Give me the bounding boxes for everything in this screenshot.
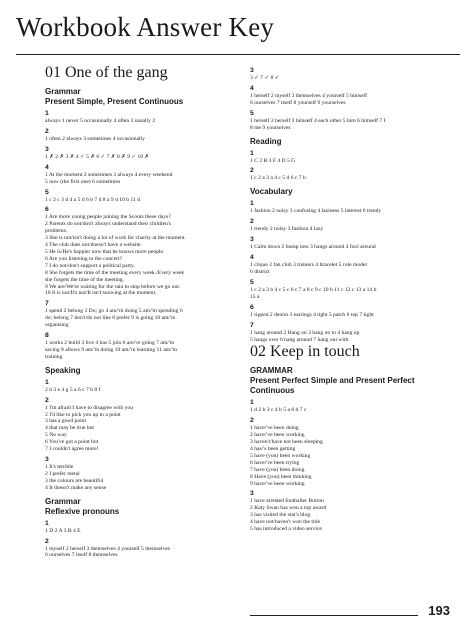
answer-line: 6 You've got a point but (45, 439, 99, 446)
answer-line: 4 It doesn't make any sense (45, 484, 107, 491)
answer-line: 3 has a good point (45, 418, 87, 425)
section-subheading: Present Simple, Present Continuous (45, 97, 184, 106)
section-subheading: Reflexive pronouns (45, 506, 120, 516)
exercise-number: 1 (45, 110, 49, 117)
exercise-number: 1 (250, 399, 254, 407)
exercise-number: 3 (45, 145, 49, 153)
answer-line: 1 Are more young people joining the Scouts these days? (45, 214, 171, 221)
page-number: 193 (428, 603, 450, 618)
answer-line: 1 fashion 2 noisy 3 confusing 4 laziness 5 interest 6 trendy (250, 208, 382, 215)
answer-line: 9 have/'ve been working (250, 480, 305, 487)
answer-line: 3 has visited the star's blog (250, 512, 311, 519)
page-title: Workbook Answer Key (16, 12, 275, 42)
answer-line: 1 hang around 2 Hang on 3 hang on to 4 hang up (250, 329, 360, 336)
section-heading: Grammar (45, 496, 81, 506)
exercise-number: 7 (45, 300, 49, 308)
answer-line: 5 No way (45, 432, 67, 439)
exercise-number: 3 (250, 490, 254, 498)
exercise-number: 5 (250, 278, 254, 286)
answer-line: 6 Are you listening to the concert? (45, 255, 123, 262)
answer-line: 4 that may be true but (45, 425, 94, 432)
answer-line: 6 have/'ve been trying (250, 459, 300, 466)
answer-line: 2 I prefer metal (45, 470, 80, 477)
answer-line: 1 D 2 A 3 B 4 E (45, 527, 81, 534)
answer-line: 1 I'm afraid I have to disagree with you (45, 404, 133, 411)
answer-line: 1 often 2 always 3 sometimes 4 occasionally (45, 135, 145, 142)
title-rule (16, 54, 460, 55)
answer-line: 1 Calm down 2 bump into 3 hangs around 4 fool around (250, 244, 376, 251)
exercise-number: 1 (45, 519, 49, 527)
section-subheading: Continuous (250, 386, 295, 396)
answer-line: 3 ✓ 7 ✓ 8 ✓ (250, 75, 280, 81)
answer-line: she forgets the time of the meeting. (45, 276, 124, 283)
answer-line: 5 now (the first one) 6 sometimes (45, 178, 121, 185)
answer-line: 1 herself 2 myself 3 themselves 4 yourself 5 himself (250, 92, 367, 99)
exercise-number: 2 (45, 396, 49, 404)
answer-line: 3 haven't/have not been sleeping (250, 439, 323, 446)
section-subheading: Present Perfect Simple and Present Perfect (250, 376, 415, 386)
right-column (250, 64, 460, 533)
answer-line: problems. (45, 228, 68, 235)
answer-line: 3 the colours are beautiful (45, 477, 104, 484)
answer-line: 6 ourselves 7 itself 8 themselves (45, 552, 118, 559)
answer-line: 2 Parents do not/don't always understand their children's (45, 221, 172, 228)
answer-line: 2 have/'ve been working (250, 432, 305, 439)
answer-line: organising (45, 322, 69, 329)
answer-line: 3 She is not/isn't doing a lot of work for charity at the moment. (45, 235, 186, 242)
answer-line: 7 I couldn't agree more! (45, 446, 99, 453)
answer-line: 1 spend 2 belong 3 Do; go 4 am/'m doing 5 am/'m spending 6 (45, 308, 183, 315)
exercise-number: 2 (250, 417, 254, 425)
answer-line: 1 ripped 2 denim 3 earrings 4 tight 5 patch 6 top 7 tight (250, 311, 374, 318)
exercise-number: 3 (45, 456, 49, 463)
answer-line: 1 have/'ve been doing (250, 425, 299, 432)
answer-line: 5 He is/He's happier now that he knows more people. (45, 248, 165, 255)
section-heading: Grammar (45, 87, 81, 96)
answer-line: 7 have (you) been doing (250, 466, 305, 473)
answer-line: 1 ✗ 2 ✗ 3 ✗ 4 ✓ 5 ✗ 6 ✓ 7 ✗ 8 ✗ 9 ✓ 10 ✗ (45, 153, 150, 160)
answer-line: 4 has/'s been getting (250, 446, 296, 453)
exercise-number: 2 (45, 127, 49, 135)
exercise-number: 5 (45, 188, 49, 196)
section-heading: Reading (250, 136, 282, 146)
answer-line: 1 herself 2 herself 3 himself 4 each other 5 him 6 himself 7 I (250, 117, 386, 124)
answer-line: 4 have not/haven't won the title (250, 519, 321, 526)
answer-line: 1 c 2 a 3 a 4 c 5 d 6 c 7 b (250, 175, 306, 182)
exercise-number: 2 (45, 537, 49, 545)
answer-line: saving 8 allows 9 am/'m doing 10 am/'m learning 11 am/'m (45, 346, 178, 353)
answer-line: 8 Have (you) been thinking (250, 473, 312, 480)
answer-line: 1 At the moment 2 sometimes 3 always 4 every weekend (45, 171, 173, 178)
exercise-number: 3 (250, 236, 254, 244)
answer-line: 1 c 2 a 3 b 4 c 5 c 6 c 7 a 8 c 9 c 10 b 11 c 12 c 13 a 14 b (250, 286, 377, 293)
exercise-number: 3 (250, 67, 254, 74)
exercise-number: 4 (250, 254, 254, 262)
section-heading: GRAMMAR (250, 366, 293, 376)
exercise-number: 1 (45, 378, 49, 386)
answer-line: 8 me 9 yourselves (250, 124, 291, 131)
left-column (45, 64, 240, 559)
exercise-number: 7 (250, 321, 254, 329)
answer-line: always 1 never 5 occasionally 4 often 3 usually 2 (45, 118, 156, 124)
exercise-number: 4 (250, 84, 254, 92)
answer-line: do; belong 7 don't/do not like 8 prefer 9 is going 10 am/'m (45, 315, 176, 322)
answer-line: 1 It's terrible (45, 464, 74, 470)
answer-line: 1 c 2 c 3 d 4 a 5 d 6 b 7 d 8 a 9 d 10 b 11 d (45, 196, 141, 203)
answer-line: 8 She forgets the time of the meeting every week./Every week (45, 269, 185, 276)
answer-line: 1 works 2 build 3 live 4 has 5 join 6 are/'re going 7 am/'m (45, 340, 175, 347)
answer-line: 4 The club does not/doesn't have a website. (45, 242, 142, 249)
exercise-number: 6 (45, 206, 49, 214)
answer-line: 2 h 3 e 4 g 5 a 6 c 7 b 8 f (45, 386, 101, 393)
section-heading: Speaking (45, 365, 81, 375)
exercise-number: 5 (250, 109, 254, 117)
exercise-number: 1 (250, 200, 254, 208)
answer-line: 1 myself 2 herself 3 themselves 4 yourself 5 themselves (45, 545, 171, 552)
answer-line: 15 a (250, 293, 260, 300)
answer-line: 7 I do not/don't support a political party. (45, 262, 135, 269)
exercise-number: 6 (250, 303, 254, 311)
exercise-number: 1 (250, 149, 254, 157)
answer-line: 1 trendy 2 noisy 3 fashion 4 lazy (250, 226, 324, 233)
answer-line: 10 It is not/It's not/It isn't snowing at the moment. (45, 290, 157, 297)
answer-line: 5 has introduced a video service (250, 526, 322, 533)
unit-title: 02 Keep in touch (250, 343, 360, 361)
answer-line: 2 I'd like to pick you up to a point (45, 411, 121, 418)
answer-line: 5 hangs over 6 hang around 7 hang out with (250, 336, 349, 343)
page-number-rule (250, 615, 418, 616)
answer-line: 1 d 2 b 3 c 4 b 5 a 6 d 7 c (250, 407, 307, 414)
answer-line: 1 C 2 B 3 F 4 D 5 G (250, 157, 296, 164)
answer-line: training (45, 353, 63, 360)
unit-title: 01 One of the gang (45, 64, 168, 81)
section-heading: Vocabulary (250, 187, 293, 197)
exercise-number: 2 (250, 218, 254, 226)
answer-line: 1 have arrested footballer Burton (250, 498, 324, 505)
answer-line: 5 have (you) been working (250, 452, 311, 459)
answer-line: 1 clique 2 fan club 3 trainers 4 bracelet 5 role model (250, 262, 367, 269)
exercise-number: 8 (45, 332, 49, 340)
answer-line: 6 ourselves 7 itself 8 yourself 9 yourselves (250, 99, 346, 106)
answer-line: 9 We are/We're waiting for the rain to stop before we go out. (45, 283, 181, 290)
exercise-number: 4 (45, 163, 49, 171)
exercise-number: 2 (250, 167, 254, 175)
answer-line: 2 Katy Swan has won a top award (250, 505, 327, 512)
answer-line: 6 district (250, 268, 270, 275)
